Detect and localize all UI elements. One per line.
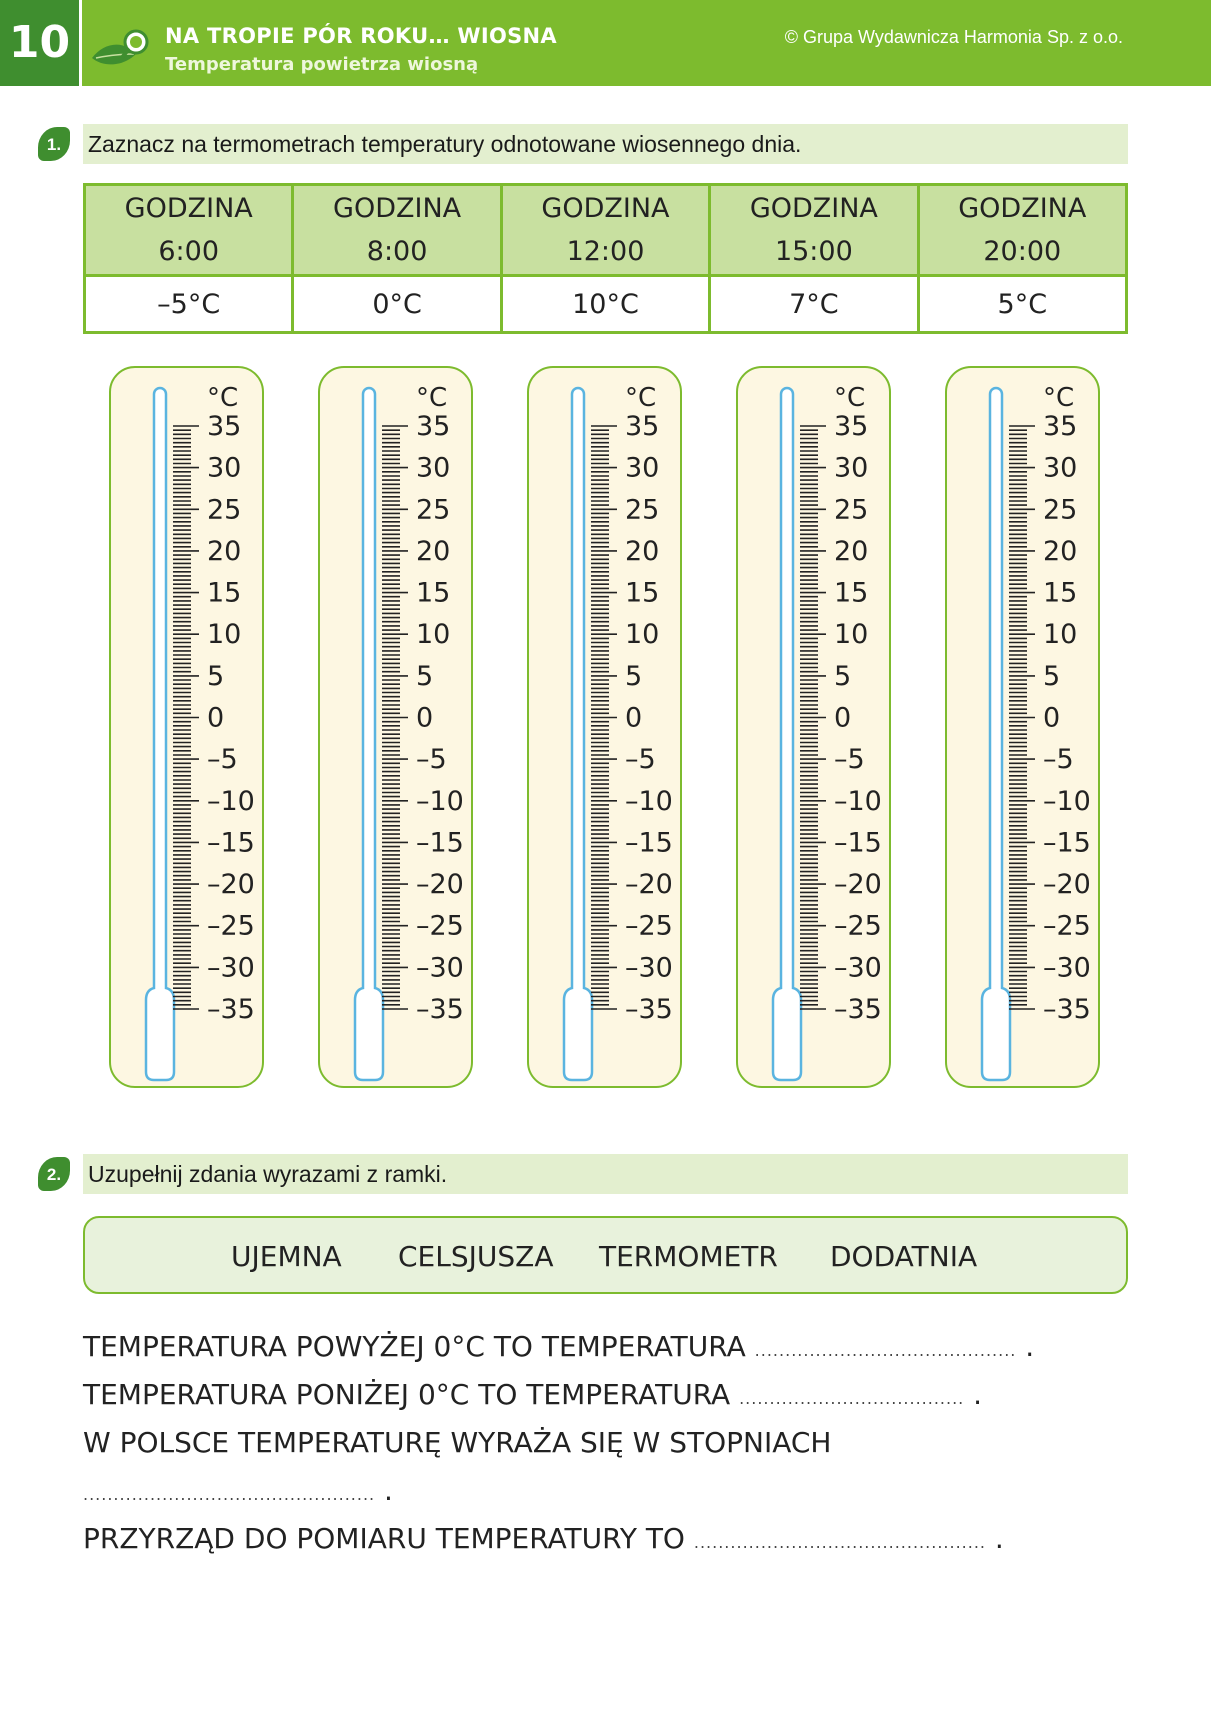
temperature-value: 7°C	[710, 276, 918, 333]
answer-blank-2[interactable]: .....................................	[739, 1389, 965, 1408]
scale-label: 25	[625, 494, 660, 526]
scale-label: 10	[207, 619, 242, 651]
scale-label: 20	[416, 535, 451, 567]
sentence-3	[83, 1426, 831, 1459]
scale-label: 10	[625, 619, 660, 651]
unit-label: °C	[1043, 383, 1075, 413]
scale-label: –30	[834, 952, 882, 984]
task-2-instruction: Uzupełnij zdania wyrazami z ramki.	[83, 1154, 1128, 1194]
temperature-value: –5°C	[85, 276, 293, 333]
scale-label: –5	[834, 744, 865, 776]
scale-label: 5	[416, 660, 434, 692]
scale-label: 0	[1043, 702, 1061, 734]
answer-blank-4[interactable]: ................................................	[693, 1533, 986, 1552]
word-bank	[83, 1216, 1128, 1294]
page-header	[0, 0, 1211, 86]
hour-value: 15:00	[774, 236, 853, 267]
task-2-number: 2.	[38, 1157, 70, 1191]
scale-label: 20	[625, 535, 660, 567]
scale-label: –30	[207, 952, 255, 984]
word-ujemna[interactable]: UJEMNA	[231, 1240, 342, 1273]
scale-label: –10	[207, 785, 255, 817]
unit-label: °C	[625, 383, 657, 413]
scale-label: 10	[416, 619, 451, 651]
scale-label: 25	[1043, 494, 1078, 526]
scale-label: –30	[416, 952, 464, 984]
scale-label: 35	[416, 411, 451, 442]
sentence-2-text: TEMPERATURA PONIŻEJ 0°C TO TEMPERATURA	[83, 1378, 731, 1411]
leaf-magnifier-icon	[90, 24, 160, 72]
scale-label: 25	[207, 494, 242, 526]
unit-label: °C	[207, 383, 239, 413]
scale-label: –15	[625, 827, 673, 859]
chapter-title: NA TROPIE PÓR ROKU… WIOSNA	[165, 24, 557, 48]
scale-label: 35	[625, 411, 660, 442]
task-1-number: 1.	[38, 127, 70, 161]
table-header-cell	[918, 185, 1126, 276]
scale-label: 35	[207, 411, 242, 442]
sentence-period: .	[384, 1474, 393, 1507]
scale-label: –20	[416, 869, 464, 901]
thermometer-tube	[773, 388, 801, 1080]
scale-label: 15	[416, 577, 451, 609]
task-1-instruction: Zaznacz na termometrach temperatury odnotowane wiosennego dnia.	[83, 124, 1128, 164]
thermometer-12-00[interactable]	[527, 366, 682, 1088]
scale-label: 5	[625, 660, 643, 692]
thermometer-drawing	[320, 368, 475, 1090]
thermometer-tube	[564, 388, 592, 1080]
scale-label: –20	[625, 869, 673, 901]
hour-value: 12:00	[566, 236, 645, 267]
sentence-1	[83, 1330, 1034, 1363]
scale-label: –20	[834, 869, 882, 901]
scale-label: 30	[207, 452, 242, 484]
thermometer-tube	[355, 388, 383, 1080]
word-celsjusza[interactable]: CELSJUSZA	[398, 1240, 554, 1273]
scale-label: 0	[625, 702, 643, 734]
scale-label: –5	[1043, 744, 1074, 776]
scale-label: –15	[416, 827, 464, 859]
word-termometr[interactable]: TERMOMETR	[599, 1240, 778, 1273]
thermometer-20-00[interactable]	[945, 366, 1100, 1088]
scale-label: –20	[1043, 869, 1091, 901]
scale-label: –15	[1043, 827, 1091, 859]
scale-label: 30	[416, 452, 451, 484]
scale-label: –10	[625, 785, 673, 817]
scale-label: 0	[834, 702, 852, 734]
table-header-cell	[710, 185, 918, 276]
temperature-value: 5°C	[918, 276, 1126, 333]
sentence-4-text: PRZYRZĄD DO POMIARU TEMPERATURY TO	[83, 1522, 685, 1555]
scale-label: –35	[1043, 994, 1091, 1025]
scale-label: 10	[1043, 619, 1078, 651]
sentence-period: .	[1025, 1330, 1035, 1363]
scale-label: –35	[416, 994, 464, 1025]
thermometer-drawing	[947, 368, 1102, 1090]
scale-label: 20	[207, 535, 242, 567]
scale-label: 5	[1043, 660, 1061, 692]
scale-label: 15	[834, 577, 869, 609]
sentence-3-blank-line	[83, 1474, 393, 1507]
table-header-cell	[293, 185, 501, 276]
sentence-period: .	[973, 1378, 983, 1411]
sentence-3-text: W POLSCE TEMPERATURĘ WYRAŻA SIĘ W STOPNIACH	[83, 1426, 832, 1459]
sentence-period: .	[994, 1522, 1004, 1555]
scale-label: 15	[1043, 577, 1078, 609]
scale-label: –25	[207, 910, 255, 942]
thermometer-tube	[146, 388, 174, 1080]
scale-label: –20	[207, 869, 255, 901]
temperature-value: 0°C	[293, 276, 501, 333]
scale-label: –35	[207, 994, 255, 1025]
word-dodatnia[interactable]: DODATNIA	[830, 1240, 978, 1273]
scale-label: 30	[625, 452, 660, 484]
table-header-cell	[85, 185, 293, 276]
thermometer-drawing	[111, 368, 266, 1090]
scale-label: –30	[625, 952, 673, 984]
sentence-2	[83, 1378, 982, 1411]
scale-label: 0	[416, 702, 434, 734]
hour-label: GODZINA	[749, 193, 878, 224]
scale-label: –5	[207, 744, 238, 776]
thermometer-8-00[interactable]	[318, 366, 473, 1088]
scale-label: 25	[834, 494, 869, 526]
hour-value: 20:00	[983, 236, 1062, 267]
scale-label: –5	[416, 744, 447, 776]
scale-label: –25	[416, 910, 464, 942]
scale-label: –35	[625, 994, 673, 1025]
scale-label: –10	[1043, 785, 1091, 817]
hour-label: GODZINA	[958, 193, 1087, 224]
scale-label: 15	[207, 577, 242, 609]
scale-label: 20	[1043, 535, 1078, 567]
scale-label: –15	[207, 827, 255, 859]
sentence-1-text: TEMPERATURA POWYŻEJ 0°C TO TEMPERATURA	[83, 1330, 746, 1363]
thermometer-drawing	[738, 368, 893, 1090]
scale-label: –15	[834, 827, 882, 859]
scale-label: 35	[1043, 411, 1078, 442]
thermometer-drawing	[529, 368, 684, 1090]
scale-label: 5	[834, 660, 852, 692]
scale-label: 35	[834, 411, 869, 442]
unit-label: °C	[416, 383, 448, 413]
scale-label: 30	[834, 452, 869, 484]
hour-label: GODZINA	[541, 193, 670, 224]
scale-label: –5	[625, 744, 656, 776]
page-number: 10	[0, 0, 82, 86]
scale-label: 5	[207, 660, 225, 692]
copyright-notice: © Grupa Wydawnicza Harmonia Sp. z o.o.	[784, 27, 1123, 47]
temperature-value: 10°C	[501, 276, 709, 333]
hour-label: GODZINA	[124, 193, 253, 224]
scale-label: –10	[834, 785, 882, 817]
unit-label: °C	[834, 383, 866, 413]
scale-label: 15	[625, 577, 660, 609]
sentence-4	[83, 1522, 1004, 1555]
thermometer-15-00[interactable]	[736, 366, 891, 1088]
thermometer-tube	[982, 388, 1010, 1080]
answer-blank-3[interactable]: ................................................	[83, 1485, 376, 1504]
scale-label: –30	[1043, 952, 1091, 984]
scale-label: –25	[625, 910, 673, 942]
scale-label: 25	[416, 494, 451, 526]
answer-blank-1[interactable]: ...........................................	[754, 1341, 1017, 1360]
scale-label: –25	[834, 910, 882, 942]
hour-value: 8:00	[366, 236, 428, 267]
scale-label: 30	[1043, 452, 1078, 484]
scale-label: 0	[207, 702, 225, 734]
scale-label: 20	[834, 535, 869, 567]
chapter-subtitle: Temperatura powietrza wiosną	[165, 54, 479, 75]
table-header-cell	[501, 185, 709, 276]
thermometer-6-00[interactable]	[109, 366, 264, 1088]
temperature-table	[83, 183, 1128, 334]
scale-label: –25	[1043, 910, 1091, 942]
scale-label: –35	[834, 994, 882, 1025]
hour-value: 6:00	[158, 236, 220, 267]
hour-label: GODZINA	[333, 193, 462, 224]
scale-label: 10	[834, 619, 869, 651]
scale-label: –10	[416, 785, 464, 817]
